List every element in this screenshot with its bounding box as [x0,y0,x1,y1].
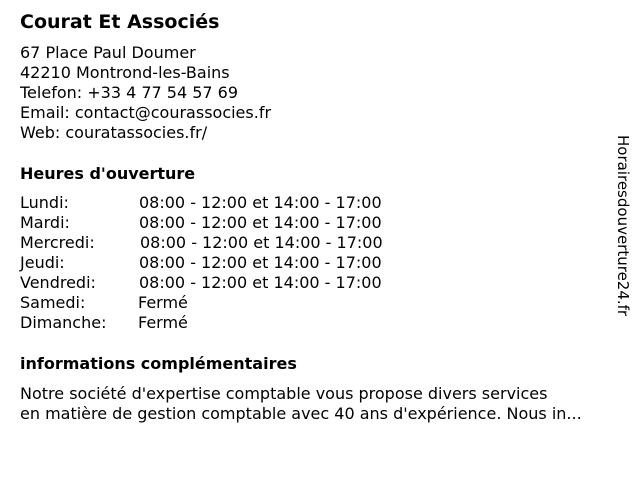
day-label: Lundi: [20,193,69,212]
day-label: Dimanche: [20,313,107,332]
hours-value: Fermé [138,293,188,312]
email-address: Email: contact@courassocies.fr [20,103,272,122]
hours-value: 08:00 - 12:00 et 14:00 - 17:00 [139,273,382,292]
address-city: 42210 Montrond-les-Bains [20,63,230,82]
hours-value: 08:00 - 12:00 et 14:00 - 17:00 [139,213,382,232]
hours-heading: Heures d'ouverture [20,164,196,183]
day-label: Jeudi: [20,253,65,272]
hours-value: 08:00 - 12:00 et 14:00 - 17:00 [140,233,383,252]
contact-block [20,43,271,143]
day-label: Samedi: [20,293,86,312]
address-street: 67 Place Paul Doumer [20,43,196,62]
site-watermark: Horairesdouverture24.fr [614,135,632,317]
website: Web: couratassocies.fr/ [20,123,208,142]
hours-value: 08:00 - 12:00 et 14:00 - 17:00 [139,193,382,212]
business-name: Courat Et Associés [20,11,220,33]
day-label: Vendredi: [20,273,96,292]
info-heading: informations complémentaires [20,354,297,373]
day-label: Mardi: [20,213,70,232]
hours-value: 08:00 - 12:00 et 14:00 - 17:00 [139,253,382,272]
phone-number: Telefon: +33 4 77 54 57 69 [20,83,239,102]
info-description [20,384,582,424]
day-label: Mercredi: [20,233,95,252]
info-line-2: en matière de gestion comptable avec 40 ans d'expérience. Nous in... [20,404,582,423]
info-line-1: Notre société d'expertise comptable vous propose divers services [20,384,548,403]
hours-value: Fermé [138,313,188,332]
